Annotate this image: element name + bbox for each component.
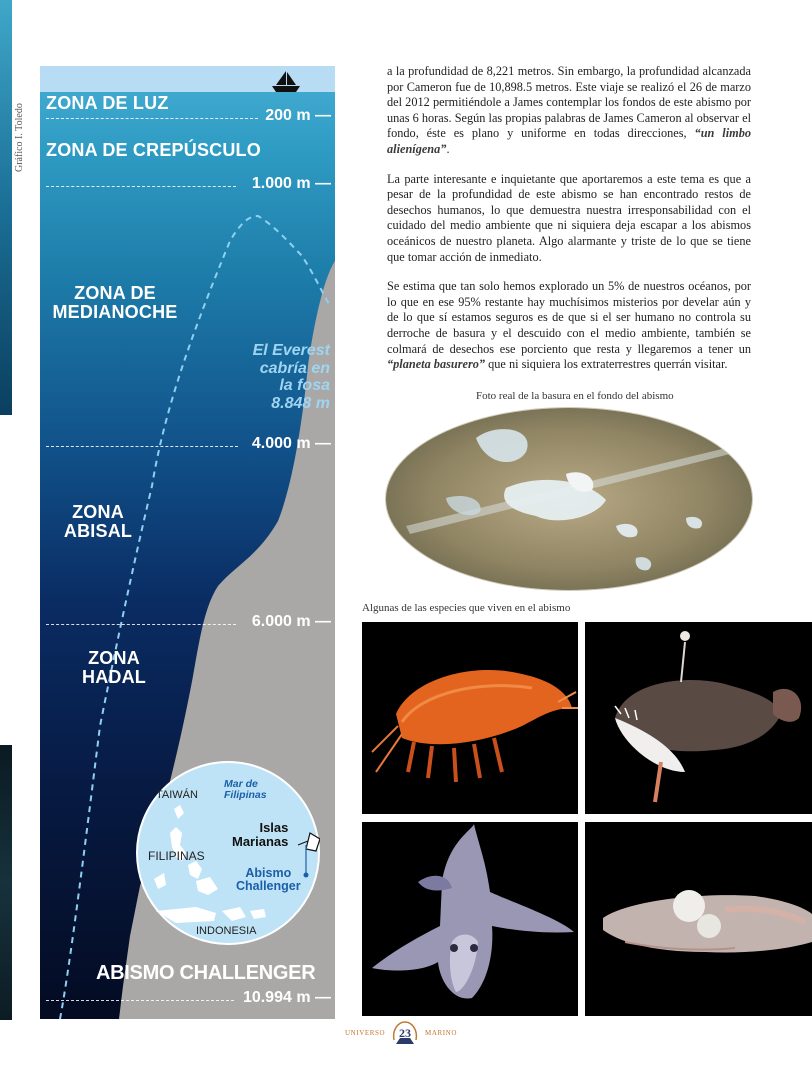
map-sea-line-1: Mar de — [224, 778, 258, 790]
challenger-deep-label: ABISMO CHALLENGER — [96, 962, 316, 984]
quote-alien-limbo: “un limbo alienígena” — [387, 126, 751, 156]
zone-hadal-label — [72, 649, 156, 688]
map-deep-line-2: Challenger — [236, 879, 301, 894]
article-paragraph-3: Se estima que tan solo hemos explorado un 5% de nuestros océanos, por lo que en ese 95% restante hay muchísimos misterios por develar aún y de lo que sí estamos seguros es de que si el ser humano no controla su derroche de basura y el descuido con el medio ambiente, también se colmará de desechos ese porciento que resta y llegaremos a tener un “planeta basurero” que ni siquiera los extraterrestres querrán visitar. — [387, 279, 751, 372]
map-islands-line-2: Marianas — [232, 833, 289, 849]
everest-line-3: la fosa — [279, 377, 330, 395]
depth-line-200 — [46, 118, 258, 119]
article-paragraph-2: La parte interesante e inquietante que aportaremos a este tema es que a pesar de la profundidad de este abismo se han encontrado restos de desechos humanos, lo que demuestra nuestra irresponsabilidad con el cuidado del medio ambiente que ni siquiera deja escapar a los abismos oceánicos de nuestro planeta. Algo alarmante y triste de lo que se tiene que tomar acción de inmediato. — [387, 171, 751, 264]
depth-200-label: 200 m — — [265, 107, 331, 124]
depth-1000-label: 1.000 m — — [251, 175, 331, 192]
article-body — [387, 64, 751, 387]
zone-twilight-label: ZONA DE CREPÚSCULO — [46, 140, 261, 160]
species-photo-chimaera — [362, 822, 578, 1016]
edge-photo-top — [0, 0, 12, 415]
everest-line-2: cabría en — [259, 359, 330, 377]
depth-line-1000 — [46, 186, 236, 187]
depth-6000-label: 6.000 m — — [251, 613, 331, 630]
zone-light-label: ZONA DE LUZ — [46, 93, 169, 113]
footer-marino: MARINO — [425, 1029, 457, 1037]
ocean-depth-infographic — [40, 66, 335, 1019]
trash-photo-caption: Foto real de la basura en el fondo del abismo — [476, 390, 674, 402]
page-number: 23 — [399, 1026, 411, 1040]
map-deep-line-1: Abismo — [245, 866, 292, 880]
quote-trash-planet: “planeta basurero” — [387, 357, 486, 372]
chimaera-drawing — [362, 822, 578, 1016]
location-map — [136, 761, 320, 945]
edge-photo-bottom — [0, 745, 12, 1020]
map-sea-line-2: Filipinas — [224, 789, 267, 802]
map-label-philippine-sea — [224, 779, 267, 801]
zone-hadal-line-2: HADAL — [82, 667, 146, 688]
map-islands-line-1: Islas — [259, 820, 289, 835]
zone-midnight-line-1: ZONA DE — [74, 283, 156, 303]
everest-note — [210, 342, 330, 412]
species-photo-anglerfish — [585, 622, 812, 814]
map-label-mariana-islands — [232, 821, 288, 848]
zone-hadal-line-1: ZONA — [88, 648, 140, 668]
map-label-challenger-deep — [236, 867, 301, 893]
page-footer — [345, 1016, 465, 1050]
trash-photo-drawing — [386, 408, 752, 590]
anglerfish-drawing — [585, 622, 812, 814]
zone-midnight-label — [40, 284, 190, 323]
species-photo-snailfish — [585, 822, 812, 1016]
abyss-trash-photo — [386, 408, 752, 590]
depth-line-10994 — [46, 1000, 234, 1001]
map-label-philippines: FILIPINAS — [148, 849, 205, 863]
footer-universo: UNIVERSO — [345, 1029, 386, 1037]
zone-midnight-line-2: MEDIANOCHE — [52, 302, 178, 323]
graphic-credit: Gráfico I. Toledo — [14, 103, 25, 172]
map-label-indonesia: INDONESIA — [196, 925, 257, 937]
species-photos-caption: Algunas de las especies que viven en el abismo — [362, 602, 571, 614]
zone-abyssal-line-2: ABISAL — [63, 521, 133, 542]
zone-abyssal-line-1: ZONA — [72, 502, 124, 522]
everest-line-1: El Everest — [252, 342, 330, 359]
map-label-taiwan: TAIWÁN — [156, 789, 198, 801]
depth-line-6000 — [46, 624, 236, 625]
species-photo-amphipod — [362, 622, 578, 814]
article-paragraph-1: a la profundidad de 8,221 metros. Sin embargo, la profundidad alcanzada por Cameron fue de 10,898.5 metros. Este viaje se realizó el 26 de marzo del 2012 permitiéndole a James contemplar los fondos de este abismo por unas 6 horas. Según las propias palabras de James Cameron al observar el fondo, éste es plano y uniforme en todas direcciones, “un limbo alienígena”. — [387, 64, 751, 156]
depth-4000-label: 4.000 m — — [251, 435, 331, 452]
snailfish-drawing — [585, 822, 812, 1016]
everest-line-4: 8.848 m — [271, 394, 330, 412]
zone-abyssal-label — [54, 503, 142, 542]
depth-line-4000 — [46, 446, 238, 447]
amphipod-drawing — [362, 622, 578, 814]
depth-10994-label: 10.994 m — — [242, 989, 331, 1006]
